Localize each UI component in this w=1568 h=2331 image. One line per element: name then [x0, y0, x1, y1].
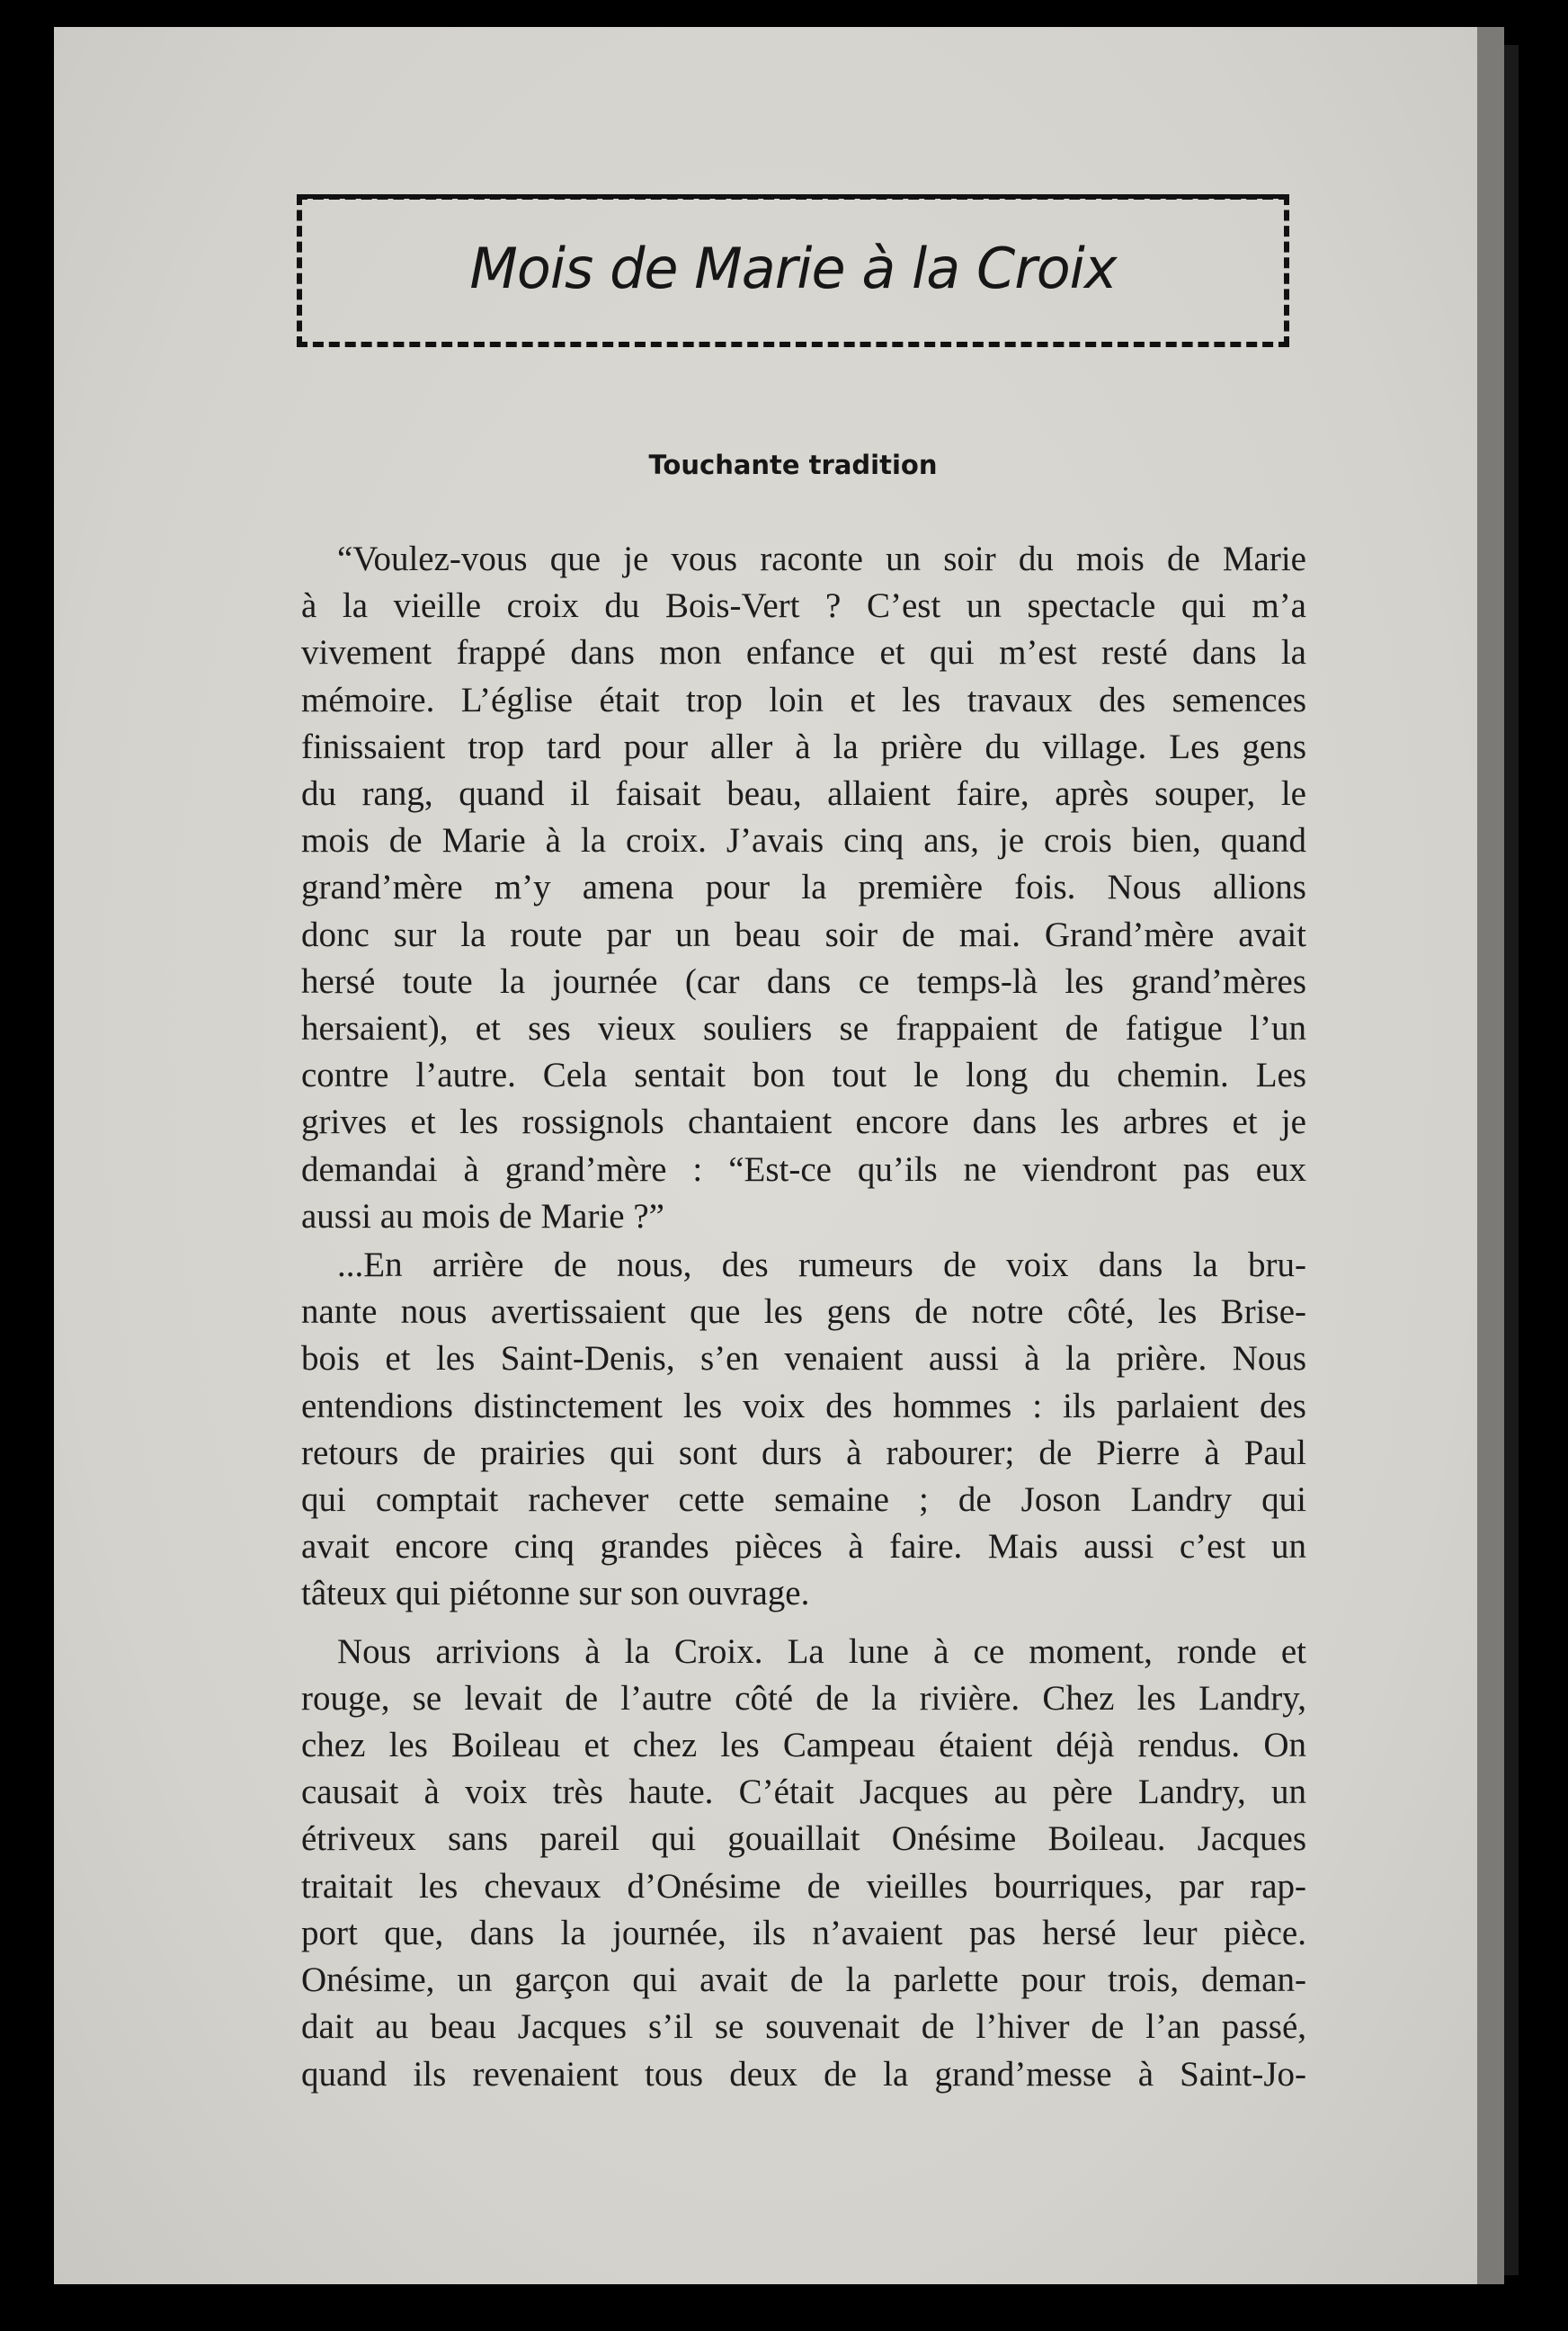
text-line: qui comptait rachever cette semaine ; de Joson Landry qui: [301, 1480, 1306, 1520]
paragraph-1: [301, 536, 1306, 1240]
text-line: du rang, quand il faisait beau, allaient faire, après souper, le: [301, 774, 1306, 814]
text-line: traitait les chevaux d’Onésime de vieilles bourriques, par rap-: [301, 1866, 1306, 1906]
text-line: chez les Boileau et chez les Campeau étaient déjà rendus. On: [301, 1726, 1306, 1765]
text-line: grand’mère m’y amena pour la première fois. Nous allions: [301, 868, 1306, 907]
text-line: contre l’autre. Cela sentait bon tout le long du chemin. Les: [301, 1056, 1306, 1095]
text-line: aussi au mois de Marie ?”: [301, 1196, 664, 1236]
article-body: [301, 536, 1306, 2098]
text-line: étriveux sans pareil qui gouaillait Onésime Boileau. Jacques: [301, 1819, 1306, 1859]
text-line: grives et les rossignols chantaient encore dans les arbres et je: [301, 1103, 1306, 1142]
text-line: à la vieille croix du Bois-Vert ? C’est un spectacle qui m’a: [301, 586, 1306, 626]
page-edge: [1504, 45, 1519, 2275]
text-line: finissaient trop tard pour aller à la prière du village. Les gens: [301, 727, 1306, 766]
text-line: mois de Marie à la croix. J’avais cinq ans, je crois bien, quand: [301, 821, 1306, 861]
text-line: nante nous avertissaient que les gens de notre côté, les Brise-: [301, 1292, 1306, 1332]
text-line: Onésime, un garçon qui avait de la parlette pour trois, deman-: [301, 1960, 1306, 2000]
paragraph-2: [301, 1242, 1306, 1618]
text-line: causait à voix très haute. C’était Jacques au père Landry, un: [301, 1773, 1306, 1812]
text-line: demandai à grand’mère : “Est-ce qu’ils ne viendront pas eux: [301, 1149, 1306, 1189]
text-line: hersé toute la journée (car dans ce temps-là les grand’mères: [301, 961, 1306, 1001]
paragraph-3: [301, 1629, 1306, 2098]
text-line: mémoire. L’église était trop loin et les travaux des semences: [301, 680, 1306, 719]
text-line: port que, dans la journée, ils n’avaient pas hersé leur pièce.: [301, 1913, 1306, 1952]
text-line: bois et les Saint-Denis, s’en venaient aussi à la prière. Nous: [301, 1339, 1306, 1379]
title-frame: [297, 194, 1289, 347]
text-line: rouge, se levait de l’autre côté de la rivière. Chez les Landry,: [301, 1678, 1306, 1718]
page-title: Mois de Marie à la Croix: [469, 236, 1117, 301]
text-line: dait au beau Jacques s’il se souvenait de l’hiver de l’an passé,: [301, 2007, 1306, 2047]
text-line: “Voulez-vous que je vous raconte un soir du mois de Marie: [337, 540, 1306, 578]
text-line: vivement frappé dans mon enfance et qui m’est resté dans la: [301, 633, 1306, 673]
section-subtitle: Touchante tradition: [648, 450, 938, 480]
page-spine: [1477, 27, 1504, 2284]
text-line: retours de prairies qui sont durs à rabourer; de Pierre à Paul: [301, 1433, 1306, 1472]
text-line: quand ils revenaient tous deux de la grand’messe à Saint-Jo-: [301, 2054, 1306, 2094]
text-line: Nous arrivions à la Croix. La lune à ce moment, ronde et: [337, 1631, 1306, 1671]
text-line: tâteux qui piétonne sur son ouvrage.: [301, 1574, 810, 1613]
text-line: entendions distinctement les voix des hommes : ils parlaient des: [301, 1386, 1306, 1425]
text-line: donc sur la route par un beau soir de mai. Grand’mère avait: [301, 915, 1306, 954]
text-line: hersaient), et ses vieux souliers se frappaient de fatigue l’un: [301, 1009, 1306, 1049]
text-line: avait encore cinq grandes pièces à faire. Mais aussi c’est un: [301, 1527, 1306, 1567]
text-line: ...En arrière de nous, des rumeurs de voix dans la bru-: [337, 1246, 1306, 1285]
